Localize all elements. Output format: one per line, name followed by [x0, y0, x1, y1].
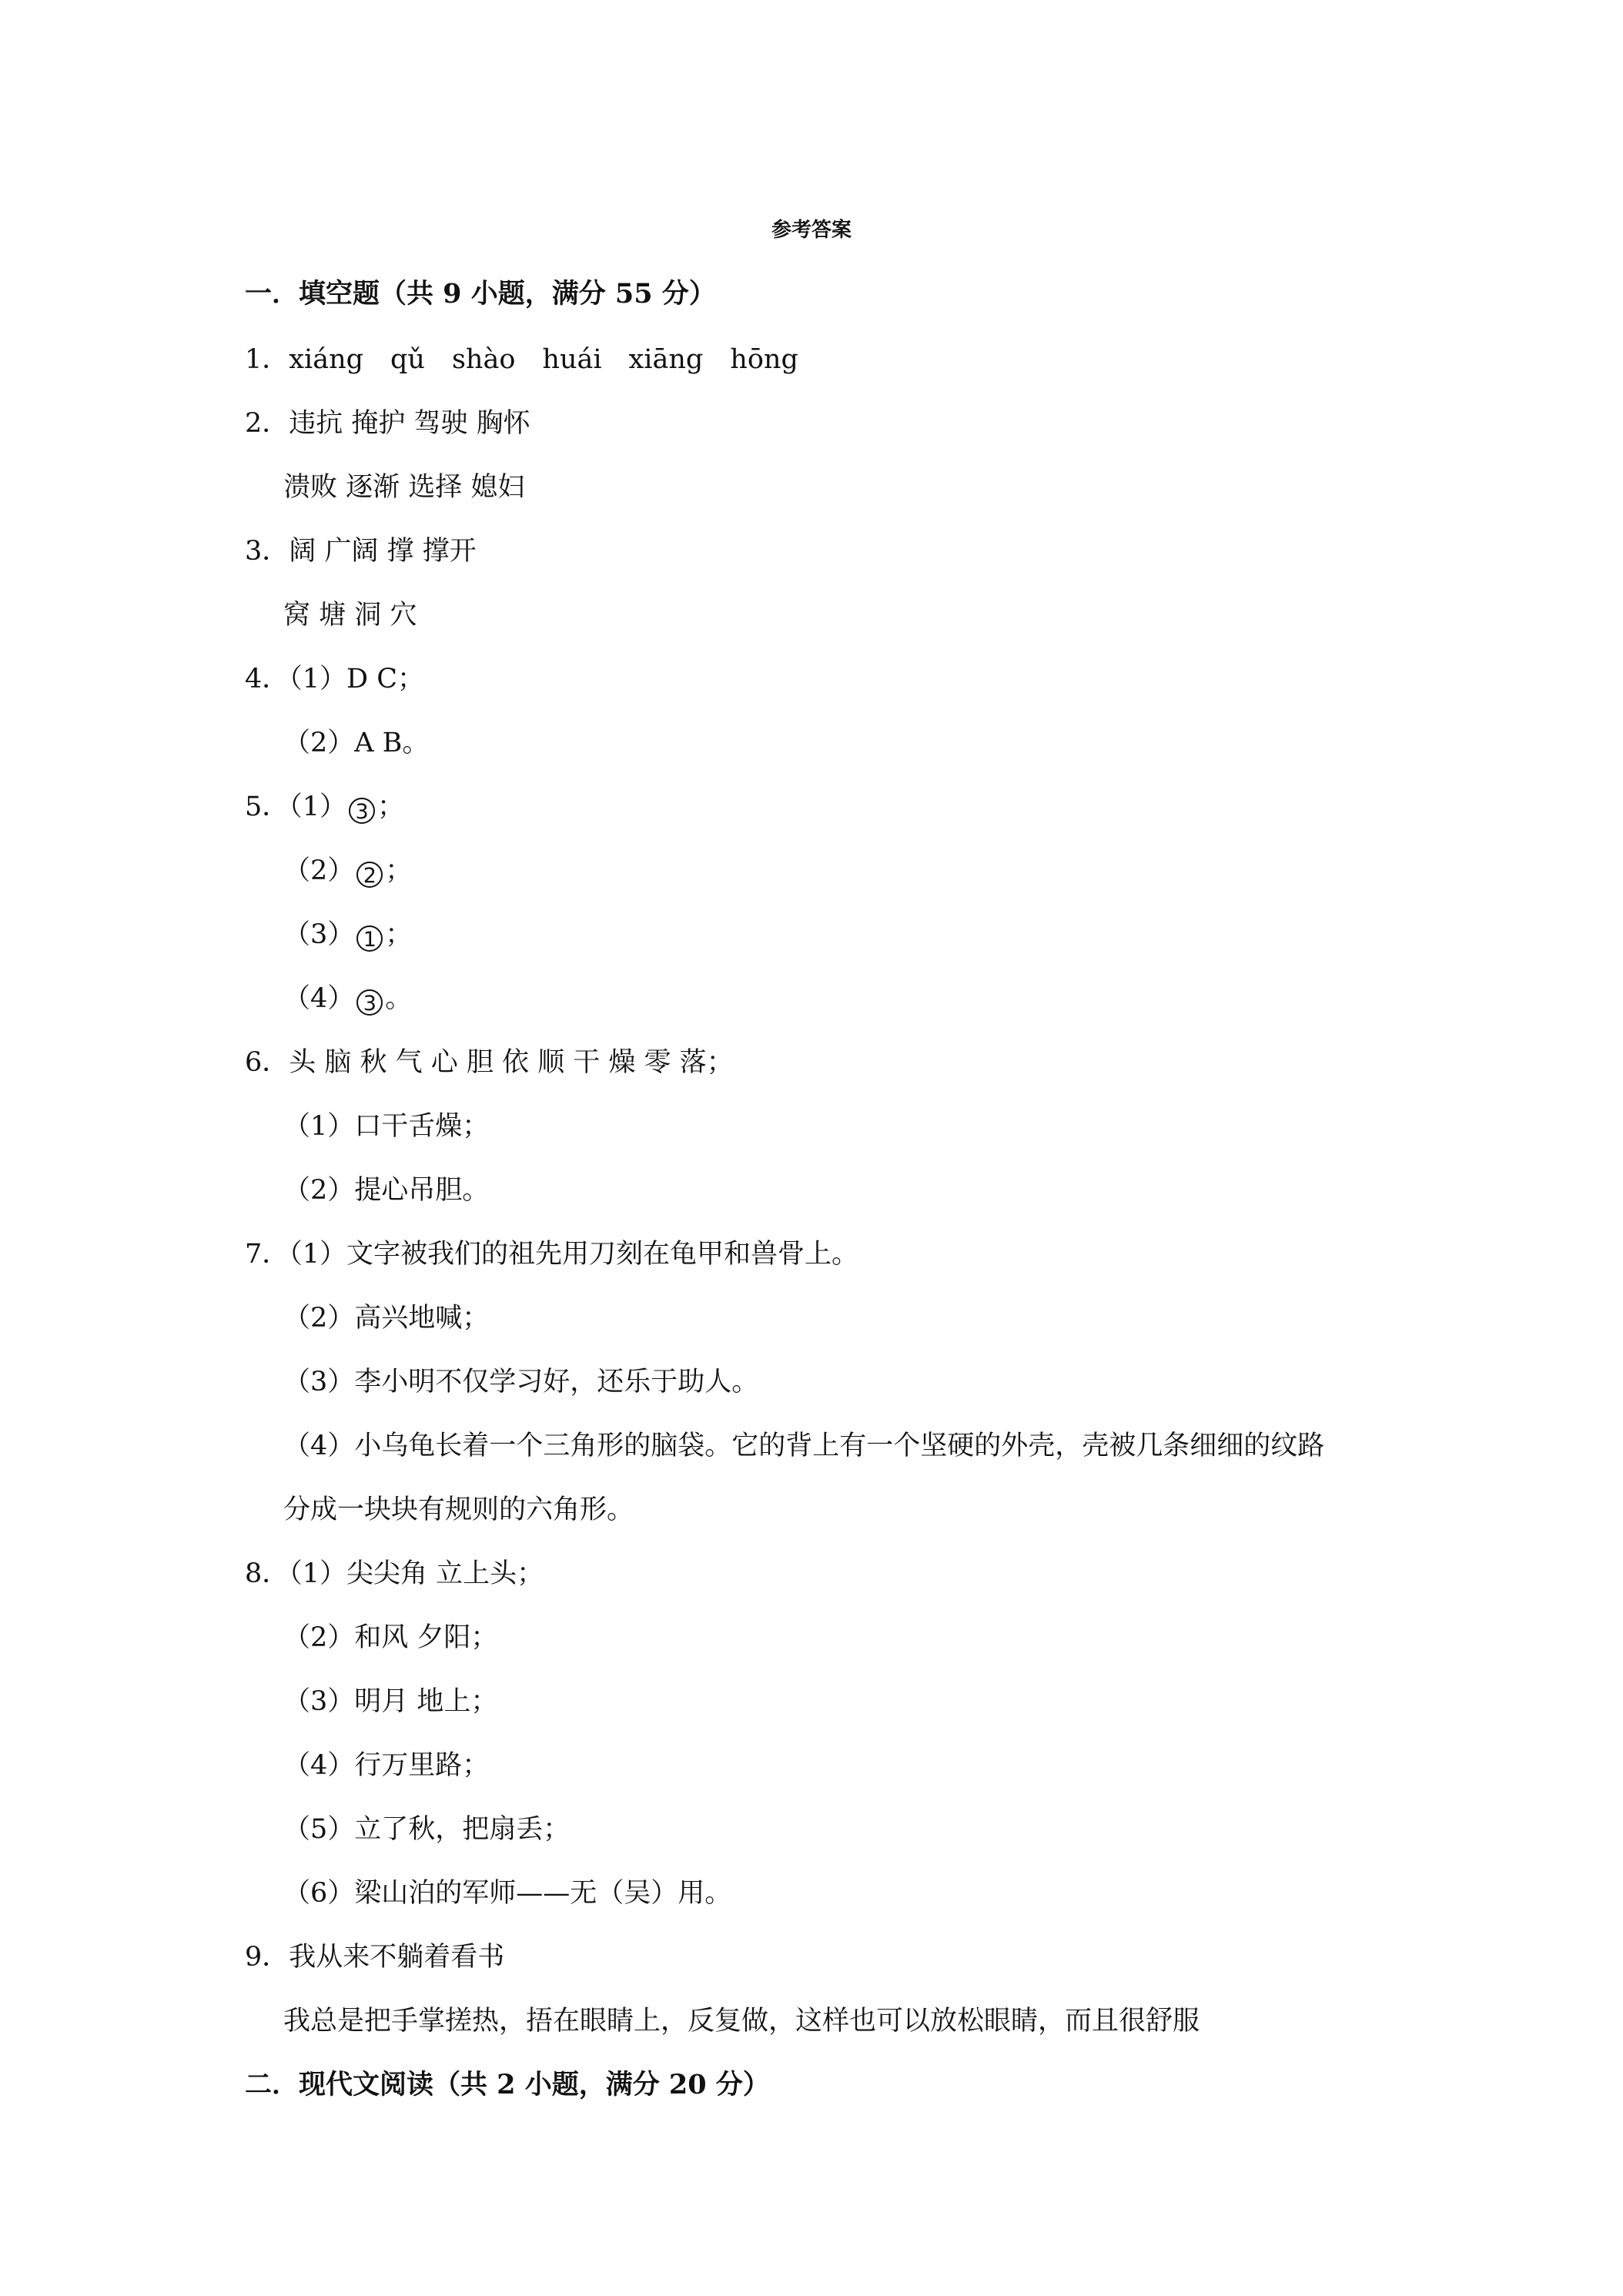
answer-9-1: 9．我从来不躺着看书 — [245, 1942, 505, 1973]
answer-7-1: 7．（1）文字被我们的祖先用刀刻在龟甲和兽骨上。 — [245, 1239, 859, 1270]
answer-4-2: （2）A B。 — [283, 728, 430, 758]
answer-7-3: （3）李小明不仅学习好，还乐于助人。 — [283, 1367, 759, 1397]
answer-5-3-punct: ； — [385, 919, 413, 950]
answer-8-3: （3）明月 地上； — [283, 1686, 498, 1717]
answer-1: 1．xiáng qǔ shào huái xiāng hōng — [245, 344, 798, 375]
circled-number-mark: 1 — [356, 925, 383, 952]
answer-5-1-label: 5．（1） — [245, 792, 347, 822]
answer-5-3 — [283, 919, 412, 952]
page-title: 参考答案 — [771, 219, 852, 242]
answer-5-2-label: （2） — [283, 855, 355, 886]
circled-number-mark: 3 — [349, 798, 375, 824]
answer-5-4-label: （4） — [283, 983, 355, 1014]
answer-5-1 — [245, 792, 404, 824]
answer-7-4-line-1: （4）小乌龟长着一个三角形的脑袋。它的背上有一个坚硬的外壳，壳被几条细细的纹路 — [283, 1431, 1325, 1461]
answer-6-1: （1）口干舌燥； — [283, 1111, 490, 1142]
answer-6-2: （2）提心吊胆。 — [283, 1175, 490, 1206]
answer-7-4-line-2: 分成一块块有规则的六角形。 — [283, 1494, 634, 1525]
answer-5-4 — [283, 983, 412, 1016]
answer-5-2 — [283, 855, 412, 888]
answer-5-3-label: （3） — [283, 919, 355, 950]
answer-5-1-punct: ； — [377, 792, 405, 822]
answer-5-2-punct: ； — [385, 855, 413, 886]
answer-5-4-punct: 。 — [385, 983, 413, 1014]
answer-8-2: （2）和风 夕阳； — [283, 1622, 498, 1653]
answer-8-6: （6）梁山泊的军师——无（吴）用。 — [283, 1878, 732, 1909]
answer-3-line-2: 窝 塘 洞 穴 — [283, 600, 417, 631]
answer-8-5: （5）立了秋，把扇丢； — [283, 1814, 571, 1845]
section-heading-reading: 二．现代文阅读（共 2 小题，满分 20 分） — [245, 2069, 770, 2100]
answer-7-2: （2）高兴地喊； — [283, 1303, 490, 1334]
circled-number-mark: 3 — [356, 989, 383, 1016]
circled-number-mark: 2 — [356, 862, 383, 888]
answer-2-line-1: 2．违抗 掩护 驾驶 胸怀 — [245, 408, 530, 439]
answer-8-4: （4）行万里路； — [283, 1750, 490, 1781]
answer-6: 6．头 脑 秋 气 心 胆 依 顺 干 燥 零 落； — [245, 1047, 734, 1078]
answer-4-1: 4．（1）D C； — [245, 664, 425, 694]
section-heading-fill-blank: 一．填空题（共 9 小题，满分 55 分） — [245, 278, 716, 310]
answer-8-1: 8．（1）尖尖角 立上头； — [245, 1558, 544, 1589]
answer-3-line-1: 3．阔 广阔 撑 撑开 — [245, 536, 477, 567]
answer-2-line-2: 溃败 逐渐 选择 媳妇 — [283, 472, 525, 503]
answer-9-2: 我总是把手掌搓热，捂在眼睛上，反复做，这样也可以放松眼睛，而且很舒服 — [283, 2006, 1200, 2037]
